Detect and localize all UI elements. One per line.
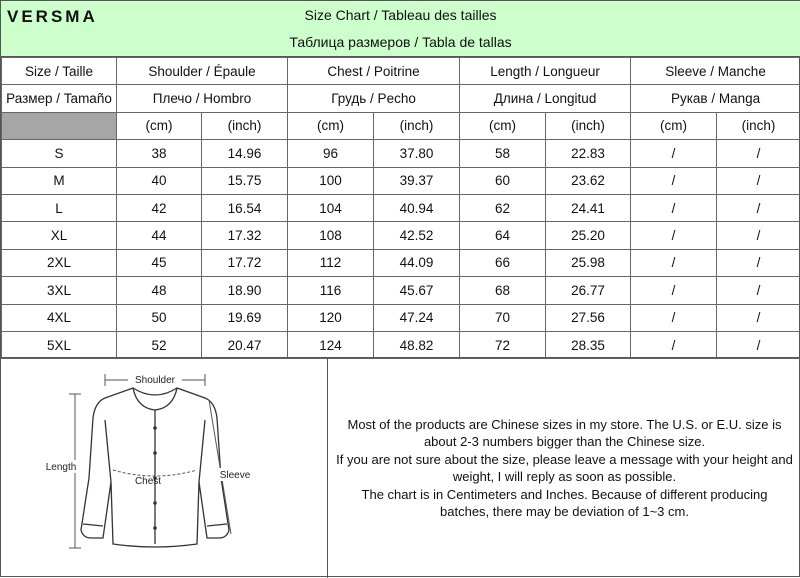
value-cell: / xyxy=(631,304,717,331)
value-cell: 45.67 xyxy=(374,277,460,304)
value-cell: 96 xyxy=(288,140,374,167)
value-cell: 58 xyxy=(460,140,546,167)
note-line: batches, there may be deviation of 1~3 cm. xyxy=(329,503,800,520)
value-cell: / xyxy=(717,167,800,194)
length-label: Length xyxy=(46,462,77,473)
value-cell: / xyxy=(717,194,800,221)
unit-inch: (inch) xyxy=(374,112,460,139)
size-cell: 5XL xyxy=(2,331,117,358)
value-cell: 100 xyxy=(288,167,374,194)
unit-inch: (inch) xyxy=(202,112,288,139)
sleeve-label: Sleeve xyxy=(220,470,251,481)
value-cell: / xyxy=(631,249,717,276)
size-header: Size / Taille xyxy=(2,58,117,85)
shoulder-header: Shoulder / Épaule xyxy=(117,58,288,85)
shoulder-header-alt: Плечо / Hombro xyxy=(117,85,288,112)
value-cell: 16.54 xyxy=(202,194,288,221)
value-cell: 22.83 xyxy=(546,140,631,167)
title-line-1: Size Chart / Tableau des tailles xyxy=(1,7,800,23)
value-cell: 50 xyxy=(117,304,202,331)
value-cell: 52 xyxy=(117,331,202,358)
value-cell: 64 xyxy=(460,222,546,249)
value-cell: 62 xyxy=(460,194,546,221)
sleeve-measure-line xyxy=(209,400,231,534)
value-cell: / xyxy=(631,277,717,304)
value-cell: 124 xyxy=(288,331,374,358)
value-cell: / xyxy=(717,222,800,249)
value-cell: 116 xyxy=(288,277,374,304)
header-row-1 xyxy=(2,58,800,85)
size-notes xyxy=(329,416,800,520)
length-header: Length / Longueur xyxy=(460,58,631,85)
size-cell: XL xyxy=(2,222,117,249)
value-cell: 70 xyxy=(460,304,546,331)
value-cell: 25.20 xyxy=(546,222,631,249)
value-cell: 15.75 xyxy=(202,167,288,194)
value-cell: / xyxy=(631,331,717,358)
shirt-diagram xyxy=(1,358,328,578)
size-table xyxy=(1,57,800,359)
chest-header: Chest / Poitrine xyxy=(288,58,460,85)
table-row xyxy=(2,249,800,276)
value-cell: 40.94 xyxy=(374,194,460,221)
unit-cm: (cm) xyxy=(631,112,717,139)
table-row xyxy=(2,167,800,194)
note-line: weight, I will reply as soon as possible. xyxy=(329,468,800,485)
note-line: The chart is in Centimeters and Inches. Because of different producing xyxy=(329,486,800,503)
table-row xyxy=(2,331,800,358)
table-row xyxy=(2,194,800,221)
value-cell: / xyxy=(717,277,800,304)
value-cell: 45 xyxy=(117,249,202,276)
value-cell: / xyxy=(631,194,717,221)
value-cell: 42 xyxy=(117,194,202,221)
value-cell: 44 xyxy=(117,222,202,249)
value-cell: 28.35 xyxy=(546,331,631,358)
value-cell: 108 xyxy=(288,222,374,249)
value-cell: 104 xyxy=(288,194,374,221)
value-cell: / xyxy=(717,249,800,276)
value-cell: / xyxy=(717,331,800,358)
value-cell: 26.77 xyxy=(546,277,631,304)
value-cell: 66 xyxy=(460,249,546,276)
value-cell: 39.37 xyxy=(374,167,460,194)
value-cell: 112 xyxy=(288,249,374,276)
note-line: If you are not sure about the size, please leave a message with your height and xyxy=(329,451,800,468)
size-cell: L xyxy=(2,194,117,221)
value-cell: / xyxy=(631,222,717,249)
shoulder-label: Shoulder xyxy=(135,375,176,386)
size-cell: M xyxy=(2,167,117,194)
value-cell: 37.80 xyxy=(374,140,460,167)
value-cell: 38 xyxy=(117,140,202,167)
table-row xyxy=(2,304,800,331)
sleeve-header-alt: Рукав / Manga xyxy=(631,85,800,112)
value-cell: 25.98 xyxy=(546,249,631,276)
unit-row xyxy=(2,112,800,139)
size-rows xyxy=(2,140,800,359)
value-cell: 24.41 xyxy=(546,194,631,221)
value-cell: 60 xyxy=(460,167,546,194)
value-cell: 48.82 xyxy=(374,331,460,358)
value-cell: 23.62 xyxy=(546,167,631,194)
value-cell: 14.96 xyxy=(202,140,288,167)
size-header-alt: Размер / Tamaño xyxy=(2,85,117,112)
table-row xyxy=(2,277,800,304)
value-cell: 17.32 xyxy=(202,222,288,249)
size-cell: 4XL xyxy=(2,304,117,331)
sleeve-header: Sleeve / Manche xyxy=(631,58,800,85)
size-cell: S xyxy=(2,140,117,167)
brand-logo: VERSMA xyxy=(7,7,98,27)
value-cell: / xyxy=(631,140,717,167)
value-cell: 19.69 xyxy=(202,304,288,331)
table-row xyxy=(2,140,800,167)
unit-inch: (inch) xyxy=(717,112,800,139)
chest-header-alt: Грудь / Pecho xyxy=(288,85,460,112)
value-cell: 42.52 xyxy=(374,222,460,249)
header-row-2 xyxy=(2,85,800,112)
value-cell: 47.24 xyxy=(374,304,460,331)
chest-label: Chest xyxy=(135,476,161,487)
bottom-section xyxy=(1,357,800,577)
title-line-2: Таблица размеров / Tabla de tallas xyxy=(1,34,800,50)
note-line: about 2-3 numbers bigger than the Chinese size. xyxy=(329,433,800,450)
shirt-illustration xyxy=(1,358,327,578)
value-cell: 48 xyxy=(117,277,202,304)
value-cell: / xyxy=(717,140,800,167)
unit-cm: (cm) xyxy=(288,112,374,139)
value-cell: 18.90 xyxy=(202,277,288,304)
value-cell: 72 xyxy=(460,331,546,358)
size-cell: 3XL xyxy=(2,277,117,304)
value-cell: / xyxy=(631,167,717,194)
value-cell: / xyxy=(717,304,800,331)
value-cell: 44.09 xyxy=(374,249,460,276)
unit-cm: (cm) xyxy=(117,112,202,139)
value-cell: 68 xyxy=(460,277,546,304)
length-header-alt: Длина / Longitud xyxy=(460,85,631,112)
value-cell: 40 xyxy=(117,167,202,194)
size-cell: 2XL xyxy=(2,249,117,276)
table-row xyxy=(2,222,800,249)
value-cell: 20.47 xyxy=(202,331,288,358)
value-cell: 17.72 xyxy=(202,249,288,276)
value-cell: 27.56 xyxy=(546,304,631,331)
unit-inch: (inch) xyxy=(546,112,631,139)
note-line: Most of the products are Chinese sizes in my store. The U.S. or E.U. size is xyxy=(329,416,800,433)
blank-cell xyxy=(2,112,117,139)
unit-cm: (cm) xyxy=(460,112,546,139)
header-band xyxy=(1,1,800,57)
value-cell: 120 xyxy=(288,304,374,331)
